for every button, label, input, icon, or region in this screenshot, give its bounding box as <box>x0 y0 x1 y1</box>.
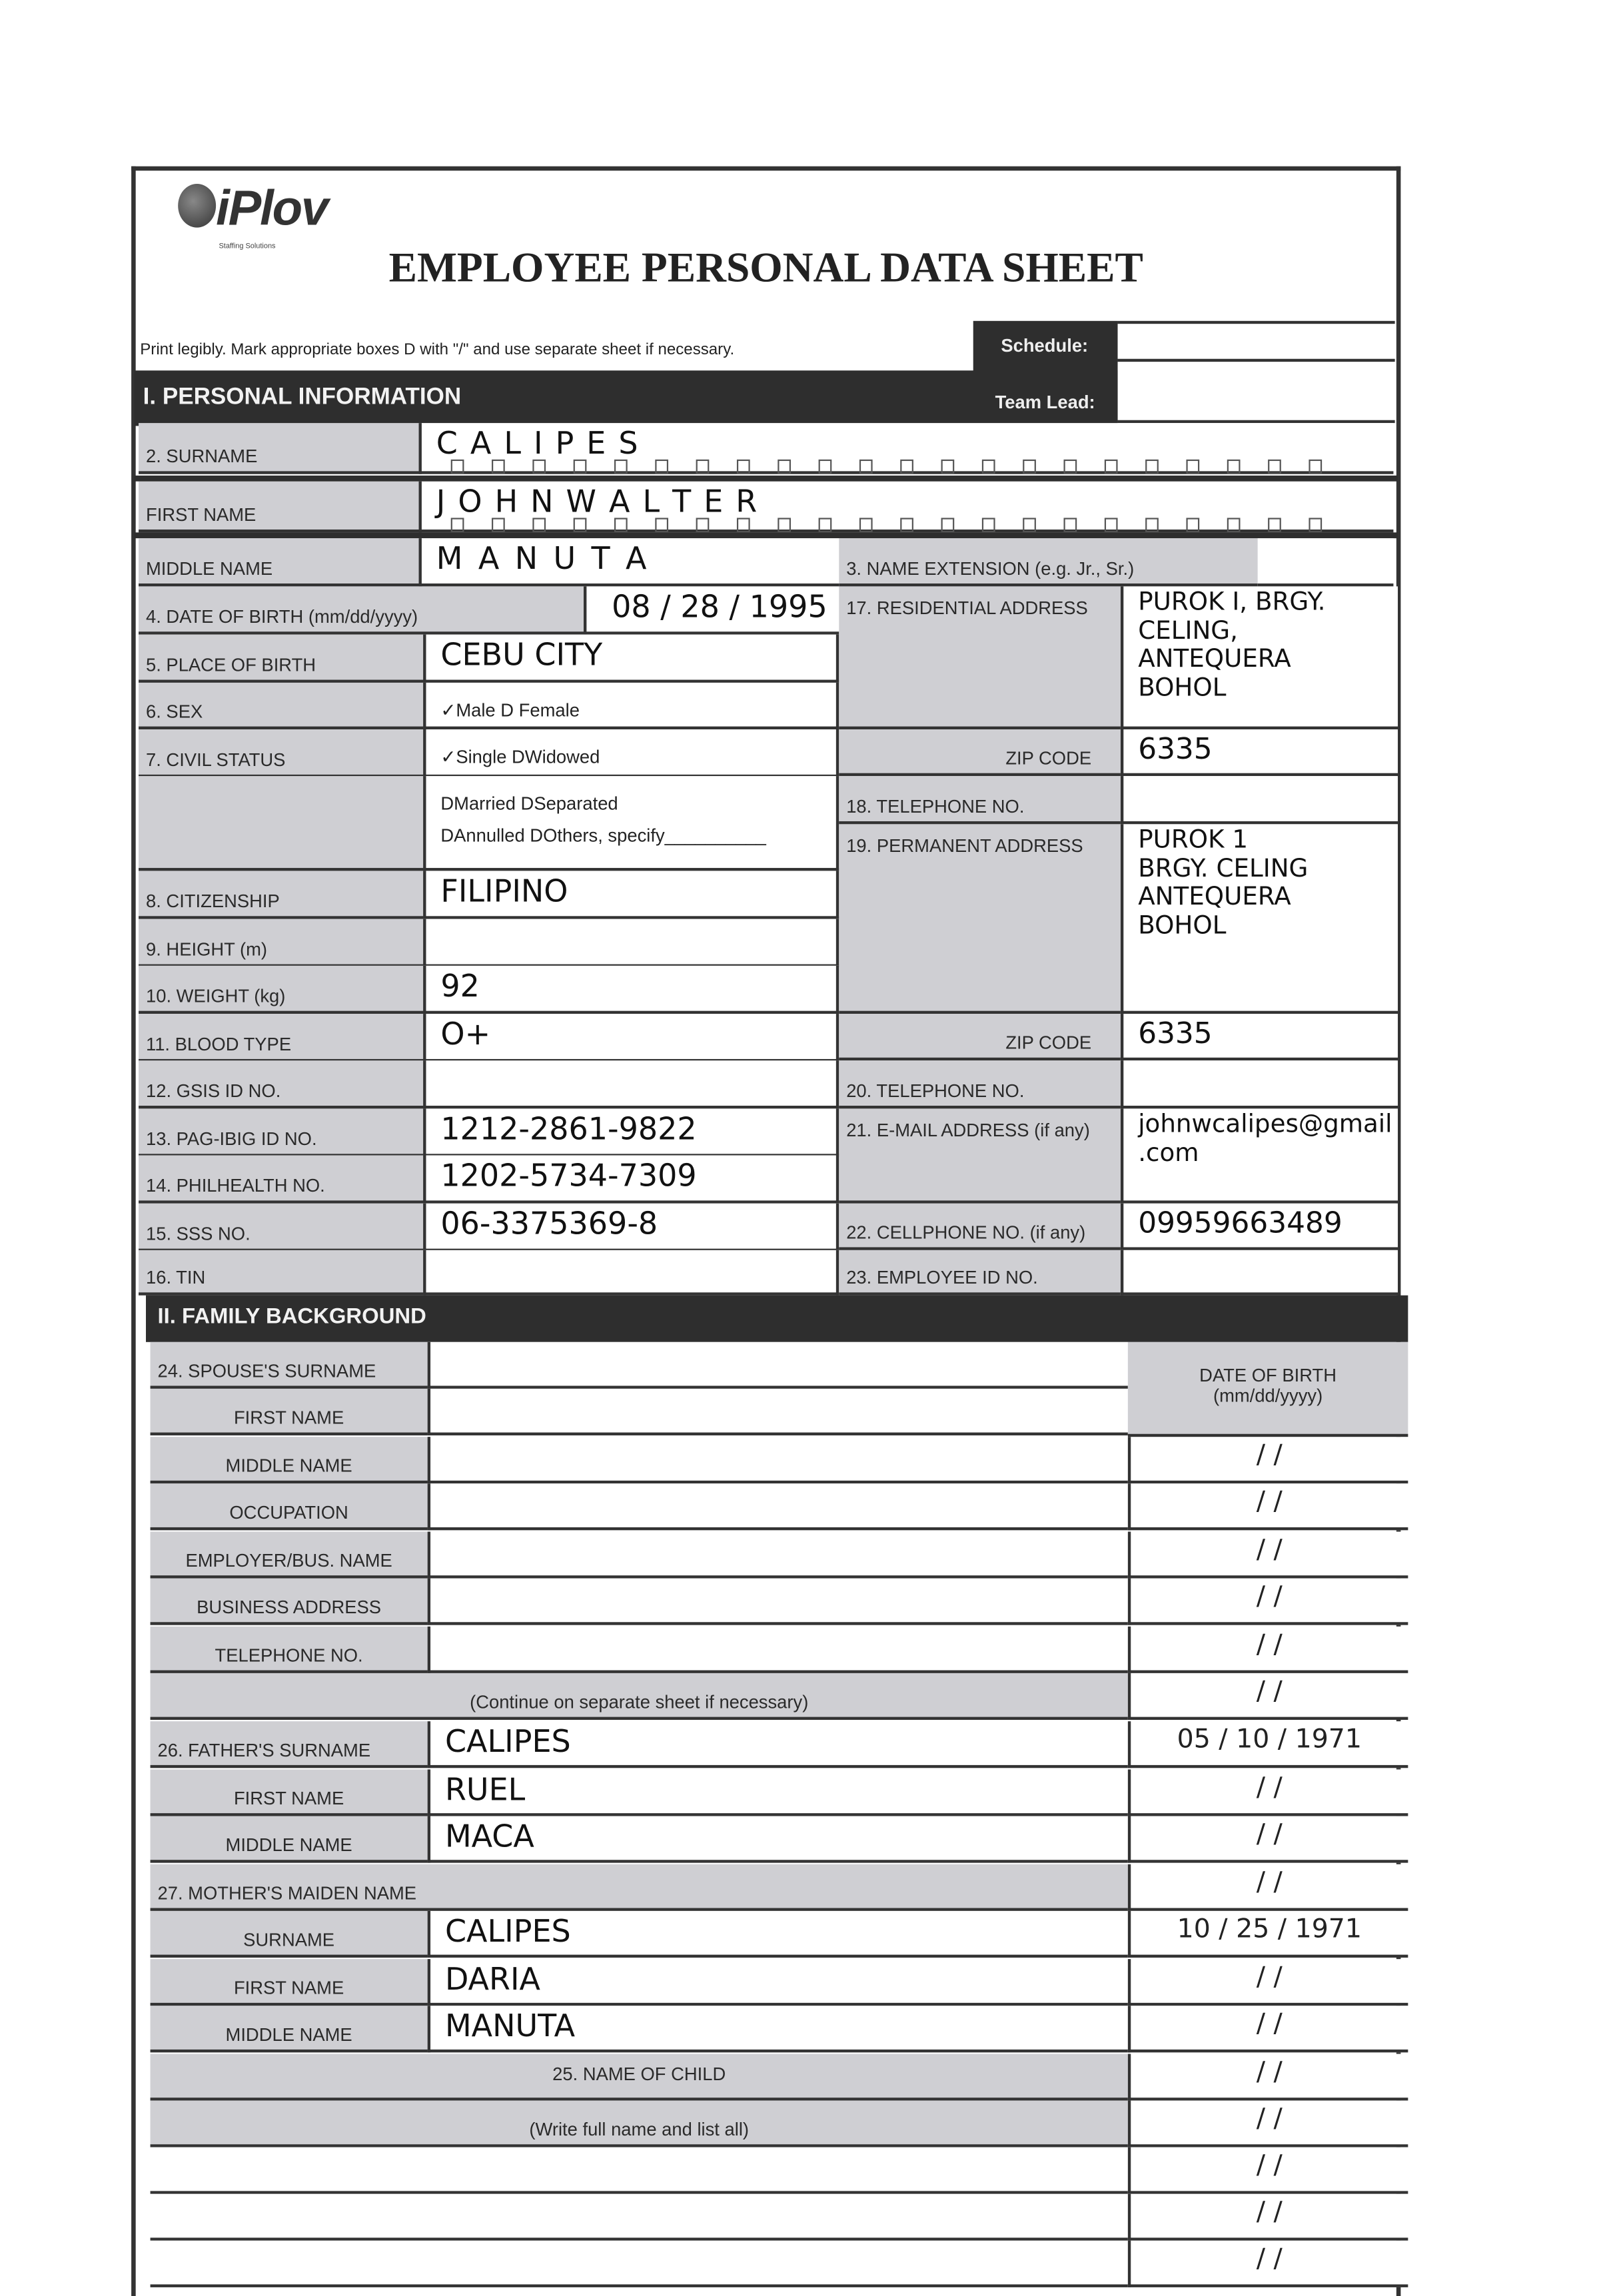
first_name-field[interactable] <box>419 482 1394 533</box>
perm_addr-label: 19. PERMANENT ADDRESS <box>839 824 1121 1014</box>
letter-box[interactable] <box>982 518 995 532</box>
surname-label: 2. SURNAME <box>139 423 418 474</box>
father-surname[interactable]: CALIPES <box>428 1721 1128 1768</box>
father-surname-label: 26. FATHER'S SURNAME <box>151 1721 428 1768</box>
blood-field[interactable]: O+ <box>423 1014 839 1062</box>
height-field[interactable] <box>423 919 839 967</box>
civil-status-extra-label <box>139 776 423 871</box>
res_addr-field[interactable]: PUROK I, BRGY. CELING, ANTEQUERA BOHOL <box>1121 586 1398 729</box>
schedule-field[interactable] <box>1118 321 1395 362</box>
cell-field[interactable]: 09959663489 <box>1121 1204 1398 1250</box>
dob-field[interactable]: 05 / 10 / 1971 <box>1128 1721 1408 1768</box>
letter-box[interactable] <box>614 518 628 532</box>
letter-box[interactable] <box>451 460 464 474</box>
blood-label: 11. BLOOD TYPE <box>139 1014 423 1062</box>
res_addr-label: 17. RESIDENTIAL ADDRESS <box>839 586 1121 729</box>
zip-label: ZIP CODE <box>839 729 1121 776</box>
employer-label: EMPLOYER/BUS. NAME <box>151 1532 428 1579</box>
letter-box[interactable] <box>696 518 710 532</box>
pagibig-field[interactable]: 1212-2861-9822 <box>423 1108 839 1156</box>
letter-box[interactable] <box>614 460 628 474</box>
pob-field[interactable]: CEBU CITY <box>423 635 839 683</box>
team-lead-field[interactable] <box>1118 365 1395 424</box>
dob-field[interactable]: 08 / 28 / 1995 <box>584 586 839 634</box>
first_name-value: J O H N W A L T E R <box>436 484 759 520</box>
height-label: 9. HEIGHT (m) <box>139 919 423 967</box>
dob-field[interactable]: / / <box>1128 2101 1408 2147</box>
civil-status-extra-field[interactable] <box>423 776 839 871</box>
letter-box[interactable] <box>1186 518 1199 532</box>
dob-header: DATE OF BIRTH (mm/dd/yyyy) <box>1128 1342 1408 1437</box>
empid-field[interactable] <box>1121 1250 1398 1296</box>
first_name-label: FIRST NAME <box>139 482 418 533</box>
email-field[interactable]: johnwcalipes@gmail .com <box>1121 1108 1398 1203</box>
empid-label: 23. EMPLOYEE ID NO. <box>839 1250 1121 1296</box>
letter-box[interactable] <box>982 460 995 474</box>
spouse-field[interactable] <box>428 1532 1128 1579</box>
letter-box[interactable] <box>655 460 668 474</box>
surname-value: C A L I P E S <box>436 426 640 462</box>
logo-text: iPlov <box>216 181 328 236</box>
civil-field[interactable]: ✓Single DWidowed <box>423 729 839 777</box>
letter-box[interactable] <box>574 460 587 474</box>
sex-field[interactable]: ✓Male D Female <box>423 683 839 729</box>
name-extension-field[interactable] <box>1258 538 1394 586</box>
globe-icon <box>178 184 216 228</box>
divider <box>134 476 1398 482</box>
sss-label: 15. SSS NO. <box>139 1204 423 1252</box>
dob-field[interactable]: / / <box>1128 2194 1408 2241</box>
perm_zip-field[interactable]: 6335 <box>1121 1014 1398 1060</box>
letter-box[interactable] <box>492 518 505 532</box>
pob-label: 5. PLACE OF BIRTH <box>139 635 423 683</box>
letter-box[interactable] <box>1105 518 1118 532</box>
spouse-surname-label: 24. SPOUSE'S SURNAME <box>151 1342 428 1389</box>
letter-box[interactable] <box>492 460 505 474</box>
middle-name-label: MIDDLE NAME <box>151 1437 428 1483</box>
letter-box[interactable] <box>819 518 832 532</box>
tel20-field[interactable] <box>1121 1060 1398 1108</box>
childnote-row: (Write full name and list all) <box>151 2101 1128 2147</box>
dob-field[interactable]: / / <box>1128 1673 1408 1720</box>
letter-box[interactable] <box>941 460 955 474</box>
dob-label: 4. DATE OF BIRTH (mm/dd/yyyy) <box>139 586 584 634</box>
letter-box[interactable] <box>1064 518 1077 532</box>
letter-box[interactable] <box>532 460 546 474</box>
spouse-field[interactable] <box>428 1389 1128 1435</box>
tin-label: 16. TIN <box>139 1250 423 1296</box>
surname-field[interactable] <box>419 423 1394 474</box>
res_zip-field[interactable]: 6335 <box>1121 729 1398 776</box>
spouse-field[interactable] <box>428 1579 1128 1625</box>
philhealth-field[interactable]: 1202-5734-7309 <box>423 1155 839 1203</box>
telephone-label: TELEPHONE NO. <box>151 1627 428 1673</box>
perm_addr-field[interactable]: PUROK 1 BRGY. CELING ANTEQUERA BOHOL <box>1121 824 1398 1014</box>
first-name-label: FIRST NAME <box>151 1959 428 2006</box>
letter-box[interactable] <box>941 518 955 532</box>
dob-field[interactable]: / / <box>1128 2054 1408 2101</box>
section-personal-information: I. PERSONAL INFORMATION <box>143 385 462 410</box>
citizenship-label: 8. CITIZENSHIP <box>139 871 423 919</box>
dob-field[interactable]: / / <box>1128 1816 1408 1863</box>
letter-box[interactable] <box>859 518 873 532</box>
instructions: Print legibly. Mark appropriate boxes D with "/" and use separate sheet if necessary. <box>140 341 735 359</box>
child-row: 25. NAME OF CHILD <box>151 2054 1128 2101</box>
cell-label: 22. CELLPHONE NO. (if any) <box>839 1204 1121 1250</box>
occupation-label: OCCUPATION <box>151 1483 428 1530</box>
father-first[interactable]: RUEL <box>428 1769 1128 1816</box>
letter-box[interactable] <box>451 518 464 532</box>
divider <box>134 532 1398 538</box>
child-entry-field[interactable] <box>151 2194 1128 2241</box>
letter-box[interactable] <box>1227 460 1241 474</box>
dob-field[interactable]: / / <box>1128 1579 1408 1625</box>
letter-box[interactable] <box>655 518 668 532</box>
letter-box[interactable] <box>900 460 913 474</box>
letter-box[interactable] <box>778 460 791 474</box>
letter-box[interactable] <box>1268 518 1281 532</box>
letter-box[interactable] <box>1268 460 1281 474</box>
tin-field[interactable] <box>423 1250 839 1296</box>
letter-box[interactable] <box>859 460 873 474</box>
letter-box[interactable] <box>1309 518 1322 532</box>
letter-box[interactable] <box>532 518 546 532</box>
page-title: EMPLOYEE PERSONAL DATA SHEET <box>388 244 1143 292</box>
letter-box[interactable] <box>1023 460 1036 474</box>
citizenship-field[interactable]: FILIPINO <box>423 871 839 919</box>
logo-tagline: Staffing Solutions <box>219 242 276 251</box>
philhealth-label: 14. PHILHEALTH NO. <box>139 1155 423 1203</box>
letter-box[interactable] <box>900 518 913 532</box>
dob-field[interactable]: 10 / 25 / 1971 <box>1128 1911 1408 1958</box>
sex-label: 6. SEX <box>139 683 423 729</box>
middle-name-label: MIDDLE NAME <box>139 538 418 586</box>
logo <box>172 178 332 265</box>
pagibig-label: 13. PAG-IBIG ID NO. <box>139 1108 423 1156</box>
gsis-label: 12. GSIS ID NO. <box>139 1060 423 1108</box>
middle-name-label: MIDDLE NAME <box>151 1816 428 1863</box>
dob-field[interactable]: / / <box>1128 1627 1408 1673</box>
civil-status-options[interactable]: DAnnulled DOthers, specify__________ <box>440 826 766 847</box>
schedule-label: Schedule: <box>1001 335 1089 356</box>
dob-field[interactable]: / / <box>1128 1959 1408 2006</box>
letter-box[interactable] <box>1145 460 1159 474</box>
father-middle[interactable]: MACA <box>428 1816 1128 1863</box>
mother-middle[interactable]: MANUTA <box>428 2006 1128 2052</box>
sss-field[interactable]: 06-3375369-8 <box>423 1204 839 1252</box>
name-extension-label: 3. NAME EXTENSION (e.g. Jr., Sr.) <box>839 538 1258 586</box>
dob-field[interactable]: / / <box>1128 1532 1408 1579</box>
surname-label: SURNAME <box>151 1911 428 1958</box>
spouse-field[interactable] <box>428 1437 1128 1483</box>
letter-box[interactable] <box>1309 460 1322 474</box>
first-name-label: FIRST NAME <box>151 1769 428 1816</box>
letter-box[interactable] <box>737 518 750 532</box>
civil-status-options[interactable]: DMarried DSeparated <box>440 793 618 815</box>
tel18-label: 18. TELEPHONE NO. <box>839 776 1121 824</box>
spouse-field[interactable] <box>428 1483 1128 1530</box>
spouse-field[interactable] <box>428 1342 1128 1389</box>
letter-box[interactable] <box>1186 460 1199 474</box>
email-label: 21. E-MAIL ADDRESS (if any) <box>839 1108 1121 1203</box>
civil-label: 7. CIVIL STATUS <box>139 729 423 777</box>
letter-box[interactable] <box>778 518 791 532</box>
mother-surname[interactable]: CALIPES <box>428 1911 1128 1958</box>
tel18-field[interactable] <box>1121 776 1398 824</box>
dob-field[interactable]: / / <box>1128 2241 1408 2287</box>
gsis-field[interactable] <box>423 1060 839 1108</box>
weight-field[interactable]: 92 <box>423 966 839 1014</box>
spouse-field[interactable] <box>428 1627 1128 1673</box>
team-lead-label: Team Lead: <box>995 392 1095 413</box>
middle-name-label: MIDDLE NAME <box>151 2006 428 2052</box>
middle-name-field[interactable]: M A N U T A <box>419 538 839 586</box>
tel20-label: 20. TELEPHONE NO. <box>839 1060 1121 1108</box>
mother-first[interactable]: DARIA <box>428 1959 1128 2006</box>
first-name-label: FIRST NAME <box>151 1389 428 1435</box>
dob-field[interactable]: / / <box>1128 1437 1408 1483</box>
child-entry-field[interactable] <box>151 2147 1128 2194</box>
dob-field[interactable]: / / <box>1128 2147 1408 2194</box>
mother-row: 27. MOTHER'S MAIDEN NAME <box>151 1864 1128 1911</box>
letter-box[interactable] <box>1105 460 1118 474</box>
weight-label: 10. WEIGHT (kg) <box>139 966 423 1014</box>
section-family-background: II. FAMILY BACKGROUND <box>146 1296 1408 1342</box>
dob-field[interactable]: / / <box>1128 1864 1408 1911</box>
letter-box[interactable] <box>1023 518 1036 532</box>
letter-box[interactable] <box>1145 518 1159 532</box>
zip-label: ZIP CODE <box>839 1014 1121 1060</box>
continue-row: (Continue on separate sheet if necessary) <box>151 1673 1128 1720</box>
letter-box[interactable] <box>1064 460 1077 474</box>
dob-field[interactable]: / / <box>1128 1483 1408 1530</box>
letter-box[interactable] <box>574 518 587 532</box>
dob-field[interactable]: / / <box>1128 2006 1408 2052</box>
letter-box[interactable] <box>1227 518 1241 532</box>
child-entry-field[interactable] <box>151 2241 1128 2287</box>
dob-field[interactable]: / / <box>1128 1769 1408 1816</box>
business-address-label: BUSINESS ADDRESS <box>151 1579 428 1625</box>
letter-box[interactable] <box>819 460 832 474</box>
letter-box[interactable] <box>737 460 750 474</box>
letter-box[interactable] <box>696 460 710 474</box>
